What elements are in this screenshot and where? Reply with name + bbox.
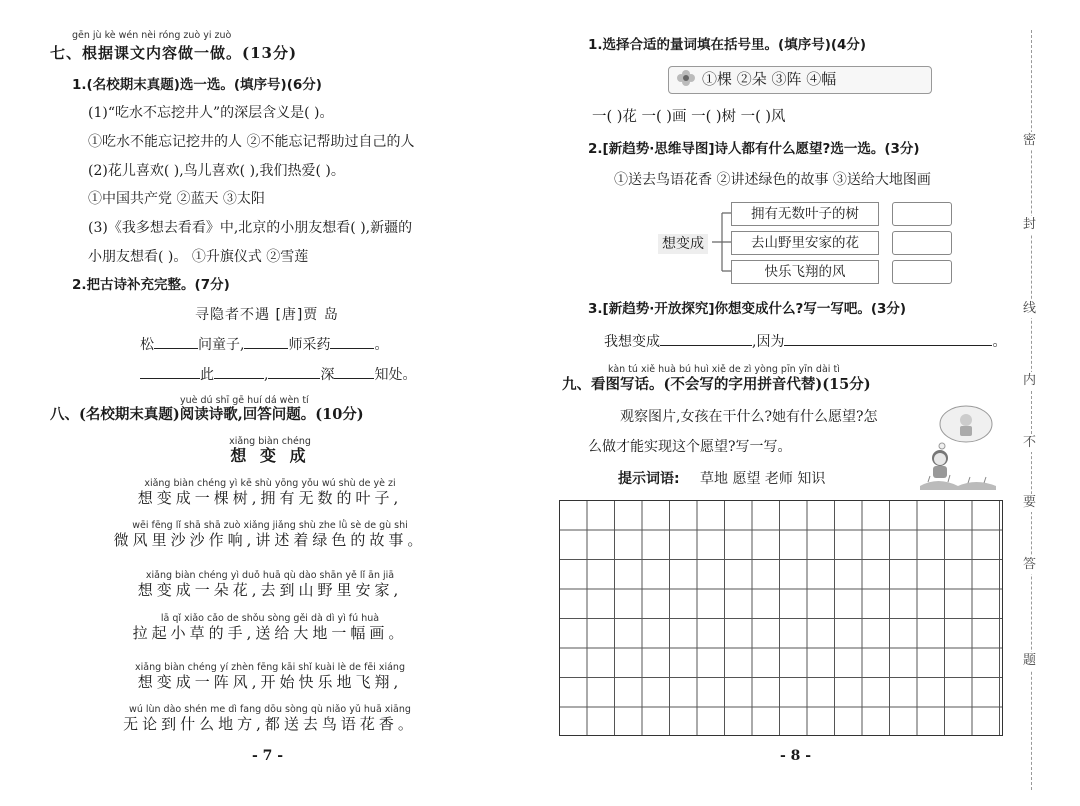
q1-line: (2)花儿喜欢( ),鸟儿喜欢( ),我们热爱( )。 [88, 163, 345, 179]
mindmap-box: 拥有无数叶子的树 [731, 202, 879, 226]
writing-prompt: 观察图片,女孩在干什么?她有什么愿望?怎 [620, 409, 878, 425]
mindmap-box: 快乐飞翔的风 [731, 260, 879, 284]
mindmap-center: 想变成 [658, 234, 708, 254]
poem-title: 寻隐者不遇 [唐]贾 岛 [195, 307, 339, 323]
q1-line: (3)《我多想去看看》中,北京的小朋友想看( ),新疆的 [88, 220, 413, 236]
answer-box[interactable] [892, 202, 952, 226]
margin-char: 内 [1023, 373, 1037, 388]
margin-char: 线 [1023, 301, 1037, 316]
poem-line: 微风里沙沙作响,讲述着绿色的故事。 [113, 531, 427, 549]
poem-title-pinyin: xiǎng biàn chéng [229, 436, 311, 447]
hint-words: 草地 愿望 老师 知识 [700, 471, 826, 487]
poem-line: 拉起小草的手,送给大地一幅画。 [132, 624, 408, 642]
section8-title: 八、(名校期末真题)阅读诗歌,回答问题。(10分) [50, 406, 364, 423]
page-number: - 7 - [252, 748, 284, 764]
answer-box[interactable] [892, 260, 952, 284]
q2-title: 2.把古诗补充完整。(7分) [72, 277, 230, 293]
writing-prompt: 么做才能实现这个愿望?写一写。 [588, 439, 792, 455]
poem-line-pinyin: xiǎng biàn chéng yì duǒ huā qù dào shān yě lǐ ān jiā [145, 570, 395, 581]
answer-box[interactable] [892, 231, 952, 255]
r-q3-title: 3.[新趋势·开放探究]你想变成什么?写一写吧。(3分) [588, 301, 907, 317]
section9-title: 九、看图写话。(不会写的字用拼音代替)(15分) [562, 376, 871, 393]
q1-line: ①吃水不能忘记挖井的人 ②不能忘记帮助过自己的人 [88, 134, 415, 150]
poem-line: 想变成一棵树,拥有无数的叶子, [137, 489, 403, 507]
margin-char: 封 [1023, 217, 1037, 232]
writing-grid[interactable] [559, 500, 1003, 736]
girl-illustration [918, 402, 998, 490]
poem-line-pinyin: xiǎng biàn chéng yì kē shù yōng yǒu wú shù de yè zi [144, 478, 396, 489]
poem-line-pinyin: lā qǐ xiǎo cǎo de shǒu sòng gěi dà dì yì fú huà [160, 613, 380, 624]
poem-line-pinyin: xiǎng biàn chéng yí zhèn fēng kāi shǐ kuài lè de fēi xiáng [135, 662, 405, 673]
poem-line: 想变成一朵花,去到山野里安家, [137, 581, 403, 599]
r-q2-title: 2.[新趋势·思维导图]诗人都有什么愿望?选一选。(3分) [588, 141, 920, 157]
measure-word-options: ①棵 ②朵 ③阵 ④幅 [702, 70, 837, 88]
q1-line: (1)“吃水不忘挖井人”的深层含义是( )。 [88, 105, 334, 121]
margin-char: 密 [1023, 133, 1037, 148]
poem-line-pinyin: wēi fēng lǐ shā shā zuò xiǎng jiǎng shù zhe lǜ sè de gù shi [132, 520, 408, 531]
r-q1-title: 1.选择合适的量词填在括号里。(填序号)(4分) [588, 37, 867, 53]
mindmap-box: 去山野里安家的花 [731, 231, 879, 255]
mindmap-options: ①送去鸟语花香 ②讲述绿色的故事 ③送给大地图画 [614, 172, 931, 188]
margin-char: 题 [1023, 653, 1037, 668]
flower-icon [675, 68, 697, 90]
wish-fill-line: 我想变成 ,因为 。 [604, 334, 1007, 350]
margin-char: 答 [1023, 557, 1037, 572]
section7-pinyin: gēn jù kè wén nèi róng zuò yi zuò [72, 30, 232, 41]
section9-pinyin: kàn tú xiě huà bú huì xiě de zì yòng pīn yīn dài tì [608, 364, 840, 375]
section7-title: 七、根据课文内容做一做。(13分) [50, 44, 298, 62]
q1-line: 小朋友想看( )。 ①升旗仪式 ②雪莲 [88, 249, 309, 265]
poem-line: 想变成一阵风,开始快乐地飞翔, [137, 673, 403, 691]
poem-fill-line-2: 此 , 深 知处。 [140, 366, 416, 384]
measure-word-fill: 一( )花 一( )画 一( )树 一( )风 [592, 109, 786, 125]
q1-line: ①中国共产党 ②蓝天 ③太阳 [88, 191, 265, 207]
reading-poem-title: 想 变 成 [230, 446, 310, 465]
margin-char: 要 [1023, 495, 1037, 510]
poem-line-pinyin: wú lùn dào shén me dì fang dōu sòng qù niǎo yǔ huā xiāng [129, 704, 411, 715]
poem-line: 无论到什么地方,都送去鸟语花香。 [123, 715, 417, 733]
q1-title: 1.(名校期末真题)选一选。(填序号)(6分) [72, 77, 322, 93]
poem-fill-line-1: 松 问童子, 师采药 。 [140, 337, 389, 353]
section8-pinyin: yuè dú shī gē huí dá wèn tí [180, 395, 309, 406]
margin-char: 不 [1023, 435, 1037, 450]
page-number: - 8 - [780, 748, 812, 764]
hint-label: 提示词语: [618, 471, 680, 487]
